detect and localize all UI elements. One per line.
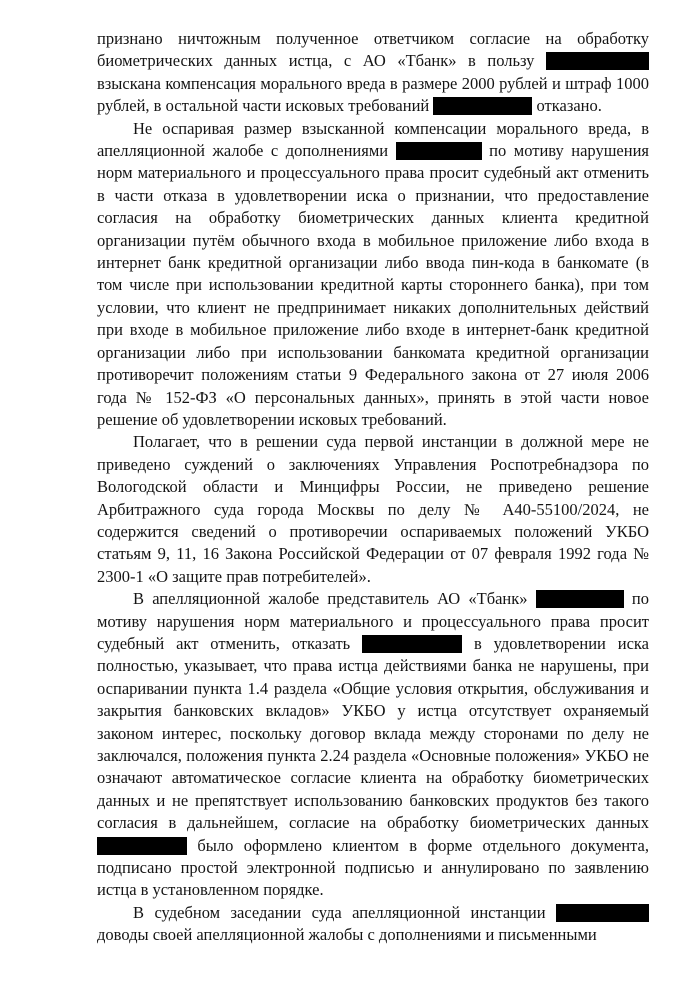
text-segment: по мотиву нарушения норм материального и процессуального права просит судебный акт отменить, отказать: [97, 589, 649, 653]
text-segment: В апелляционной жалобе представитель АО «Тбанк»: [133, 589, 536, 609]
paragraph: [97, 431, 649, 588]
redaction-box: [546, 52, 649, 70]
text-segment: признано ничтожным полученное ответчиком согласие на обработку биометрических данных истца, с АО «Тбанк» в пользу: [97, 29, 649, 71]
redaction-box: [433, 97, 532, 115]
paragraph: [97, 118, 649, 432]
redaction-box: [396, 142, 482, 160]
text-segment: в удовлетворении иска полностью, указывает, что права истца действиями банка не нарушены, при оспаривании пункта 1.4 раздела «Общие условия открытия, обслуживания и закрытия банковских вкладов» УКБО у истца отсутствует охраняемый законом интерес, поскольку договор вклада между сторонами по делу не заключался, положения пункта 2.24 раздела «Основные положения» УКБО не означают автоматическое согласие клиента на обработку биометрических данных и не препятствует использованию банковских продуктов без такого согласия в дальнейшем, согласие на обработку биометрических данных: [97, 633, 649, 833]
text-segment: по мотиву нарушения норм материального и процессуального права просит судебный акт отменить в части отказа в удовлетворении иска о признании, что предоставление согласия на обработку биометрических данных клиента кредитной организации путём обычного входа в мобильное приложение либо входа в интернет банк кредитной организации либо ввода пин-кода в банкомате (в том числе при использовании кредитной карты стороннего банка), при том условии, что клиент не предпринимает никаких дополнительных действий при входе в мобильное приложение либо входе в интернет-банк кредитной организации либо при использовании банкомата кредитной организации противоречит положениям статьи 9 Федерального закона от 27 июля 2006 года № 152-ФЗ «О персональных данных», принять в этой части новое решение об удовлетворении исковых требований.: [97, 141, 649, 429]
text-segment: В судебном заседании суда апелляционной инстанции: [133, 902, 556, 922]
paragraph: [97, 28, 649, 118]
redaction-box: [97, 837, 187, 855]
text-segment: отказано.: [532, 96, 602, 116]
text-segment: взыскана компенсация морального вреда в размере 2000 рублей и штраф 1000 рублей, в остальной части исковых требований: [97, 73, 649, 116]
redaction-box: [362, 635, 462, 653]
paragraph: [97, 588, 649, 902]
redaction-box: [536, 590, 624, 608]
text-segment: доводы своей апелляционной жалобы с дополнениями и письменными: [97, 925, 597, 945]
text-segment: было оформлено клиентом в форме отдельного документа, подписано простой электронной подписью и аннулировано по заявлению истца в установленном порядке.: [97, 835, 649, 900]
paragraph: [97, 902, 649, 947]
text-segment: Не оспаривая размер взысканной компенсации морального вреда, в апелляционной жалобе с дополнениями: [97, 118, 649, 161]
text-segment: Полагает, что в решении суда первой инстанции в должной мере не приведено суждений о заключениях Управления Роспотребнадзора по Вологодской области и Минцифры России, не приведено решение Арбитражного суда города Москвы по делу № А40-55100/2024, не содержится сведений о противоречии оспариваемых положений УКБО статьям 9, 11, 16 Закона Российской Федерации от 07 февраля 1992 года № 2300-1 «О защите прав потребителей».: [97, 432, 649, 586]
text-block: [97, 28, 649, 947]
redaction-box: [556, 904, 649, 922]
